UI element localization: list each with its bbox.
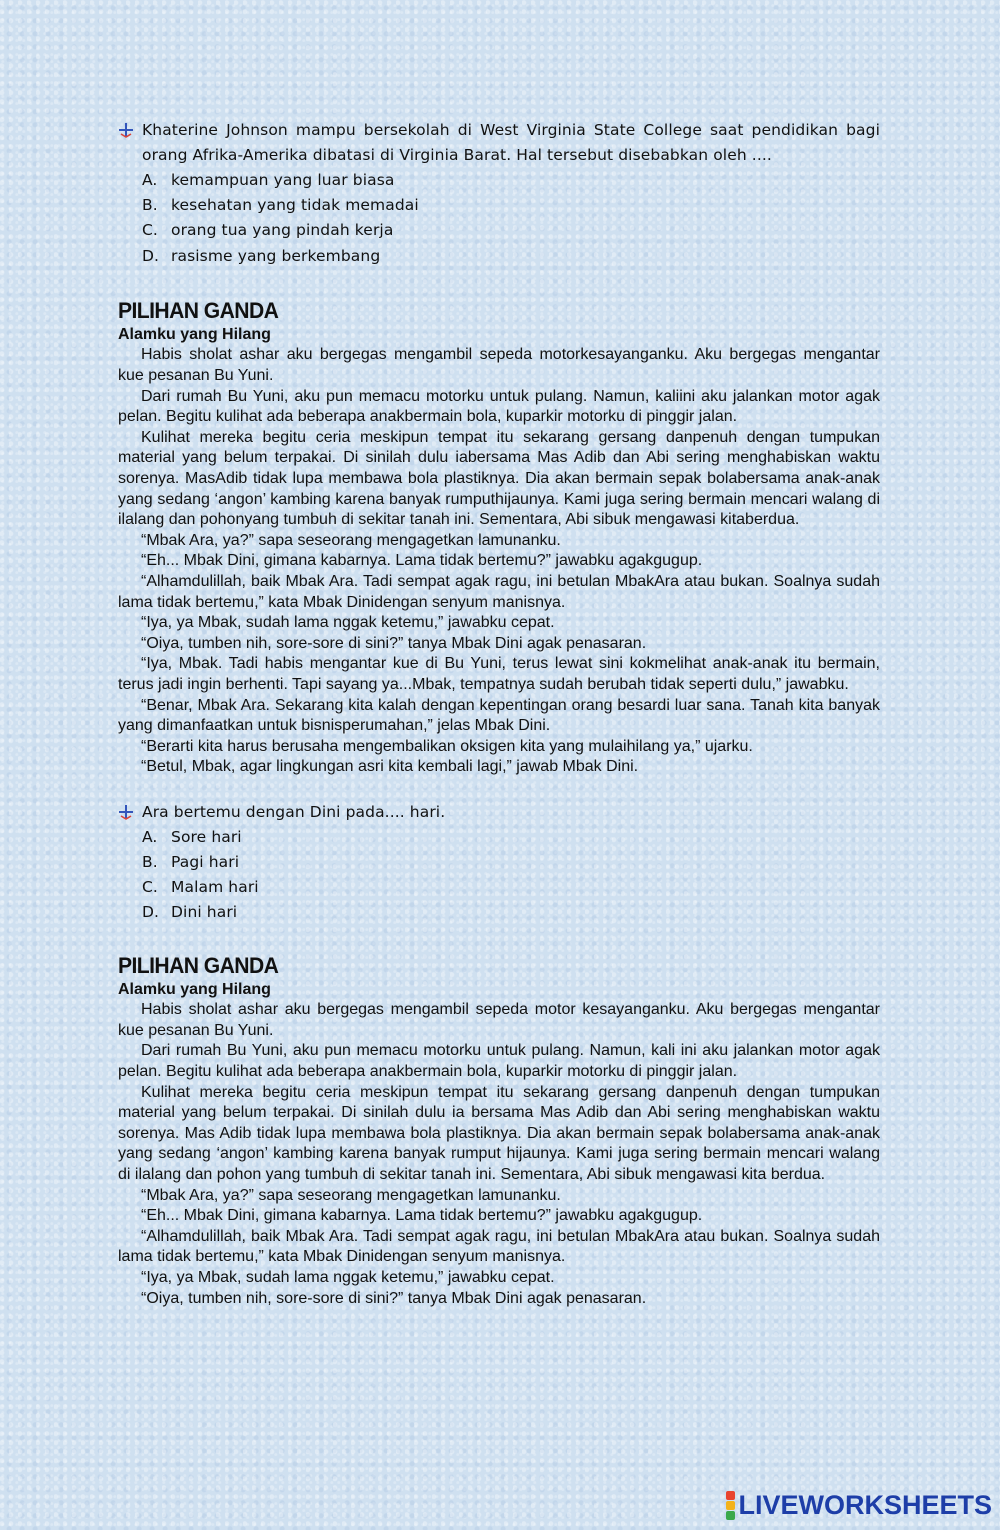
question-1-options	[142, 168, 880, 269]
story-paragraph: “Betul, Mbak, agar lingkungan asri kita kembali lagi,” jawab Mbak Dini.	[141, 758, 639, 776]
option-b[interactable]: B. Pagi hari	[142, 853, 240, 872]
story-1-title: Alamku yang Hilang	[118, 325, 271, 343]
option-b[interactable]: B. kesehatan yang tidak memadai	[142, 196, 419, 215]
story-paragraph: “Mbak Ara, ya?” sapa seseorang mengagetkan lamunanku.	[141, 531, 561, 549]
story-paragraph: “Benar, Mbak Ara. Sekarang kita kalah dengan kepentingan orang besardi luar sana. Tanah kita banyak yang dimanfaatkan untuk bisnisperumahan,” jelas Mbak Dini.	[118, 696, 880, 735]
story-paragraph: “Eh... Mbak Dini, gimana kabarnya. Lama tidak bertemu?” jawabku agakgugup.	[141, 552, 703, 570]
story-paragraph: “Alhamdulillah, baik Mbak Ara. Tadi sempat agak ragu, ini betulan MbakAra atau bukan. Soalnya sudah lama tidak bertemu,” kata Mbak Dinidengan senyum manisnya.	[118, 1227, 880, 1266]
story-paragraph: Kulihat mereka begitu ceria meskipun tempat itu sekarang gersang danpenuh dengan tumpukan material yang belum terpakai. Di sinilah dulu ia bersama Mas Adib dan Abi sering menghabiskan waktu sorenya. Mas Adib tidak lupa membawa bola plastiknya. Dia akan bermain sepak bolabersama anak-anak yang sedang ‘angon’ kambing karena banyak rumput hijaunya. Kami juga sering bermain mencari walang di ilalang dan pohon yang tumbuh di sekitar tanah ini. Sementara, Abi sibuk mengawasi kita berdua.	[118, 1083, 880, 1184]
option-c[interactable]: C. orang tua yang pindah kerja	[142, 221, 394, 240]
story-paragraph: “Oiya, tumben nih, sore-sore di sini?” tanya Mbak Dini agak penasaran.	[141, 634, 647, 652]
option-a[interactable]: A. Sore hari	[142, 827, 242, 846]
section-1-story	[118, 325, 880, 778]
question-1	[118, 118, 880, 269]
section-2-heading: PILIHAN GANDA	[118, 952, 279, 978]
story-paragraph: “Berarti kita harus berusaha mengembalikan oksigen kita yang mulaihilang ya,” ujarku.	[141, 737, 753, 755]
option-c[interactable]: C. Malam hari	[142, 878, 259, 897]
story-paragraph: “Iya, ya Mbak, sudah lama nggak ketemu,” jawabku cepat.	[141, 614, 555, 632]
story-2-title: Alamku yang Hilang	[118, 980, 271, 998]
logo-block	[726, 1501, 735, 1510]
logo-block	[726, 1511, 735, 1520]
story-paragraph: “Oiya, tumben nih, sore-sore di sini?” tanya Mbak Dini agak penasaran.	[141, 1289, 647, 1307]
liveworksheets-logo[interactable]	[726, 1490, 992, 1520]
logo-blocks-icon	[726, 1491, 735, 1520]
story-paragraph: Habis sholat ashar aku bergegas mengambil sepeda motorkesayanganku. Aku bergegas mengantar kue pesanan Bu Yuni.	[118, 346, 880, 384]
logo-text: LIVEWORKSHEETS	[738, 1490, 992, 1520]
story-paragraph: Habis sholat ashar aku bergegas mengambil sepeda motor kesayanganku. Aku bergegas mengantar kue pesanan Bu Yuni.	[118, 1001, 880, 1039]
story-paragraph: Kulihat mereka begitu ceria meskipun tempat itu sekarang gersang danpenuh dengan tumpukan material yang belum terpakai. Di sinilah dulu iabersama Mas Adib dan Abi sering menghabiskan waktu sorenya. MasAdib tidak lupa membawa bola plastiknya. Dia akan bermain sepak bolabersama anak-anak yang sedang ‘angon’ kambing karena banyak rumputhijaunya. Kami juga sering bermain mencari walang di ilalang dan pohonyang tumbuh di sekitar tanah ini. Sementara, Abi sibuk mengawasi kitaberdua.	[118, 428, 880, 529]
story-paragraph: “Iya, ya Mbak, sudah lama nggak ketemu,” jawabku cepat.	[141, 1269, 555, 1286]
plus-arrow-icon	[118, 804, 134, 820]
option-d[interactable]: D. Dini hari	[142, 903, 238, 922]
question-2-options	[142, 825, 880, 926]
story-paragraph: “Iya, Mbak. Tadi habis mengantar kue di Bu Yuni, terus lewat sini kokmelihat anak-anak itu bermain, terus jadi ingin berhenti. Tapi sayang ya...Mbak, tempatnya sudah berubah tidak seperti dulu,” jawabku.	[118, 655, 880, 693]
story-paragraph: Dari rumah Bu Yuni, aku pun memacu motorku untuk pulang. Namun, kali ini aku jalankan motor agak pelan. Begitu kulihat ada beberapa anakbermain bola, kuparkir motorku di pinggir jalan.	[118, 1042, 880, 1081]
logo-block	[726, 1491, 735, 1500]
worksheet-page	[118, 118, 880, 1309]
question-1-text: Khaterine Johnson mampu bersekolah di West Virginia State College saat pendidikan bagi orang Afrika-Amerika dibatasi di Virginia Barat. Hal tersebut disebabkan oleh ....	[142, 121, 880, 164]
story-paragraph: Dari rumah Bu Yuni, aku pun memacu motorku untuk pulang. Namun, kaliini aku jalankan motor agak pelan. Begitu kulihat ada beberapa anakbermain bola, kuparkir motorku di pinggir jalan.	[118, 387, 880, 426]
option-d[interactable]: D. rasisme yang berkembang	[142, 246, 381, 265]
question-2-text: Ara bertemu dengan Dini pada.... hari.	[142, 802, 446, 821]
section-1-heading: PILIHAN GANDA	[118, 297, 279, 323]
story-paragraph: “Eh... Mbak Dini, gimana kabarnya. Lama tidak bertemu?” jawabku agakgugup.	[141, 1207, 703, 1225]
story-paragraph: “Mbak Ara, ya?” sapa seseorang mengagetkan lamunanku.	[141, 1186, 561, 1204]
question-2	[118, 800, 880, 926]
plus-arrow-icon	[118, 122, 134, 138]
story-paragraph: “Alhamdulillah, baik Mbak Ara. Tadi sempat agak ragu, ini betulan MbakAra atau bukan. Soalnya sudah lama tidak bertemu,” kata Mbak Dinidengan senyum manisnya.	[118, 572, 880, 611]
section-2-story	[118, 980, 880, 1310]
option-a[interactable]: A. kemampuan yang luar biasa	[142, 171, 395, 189]
